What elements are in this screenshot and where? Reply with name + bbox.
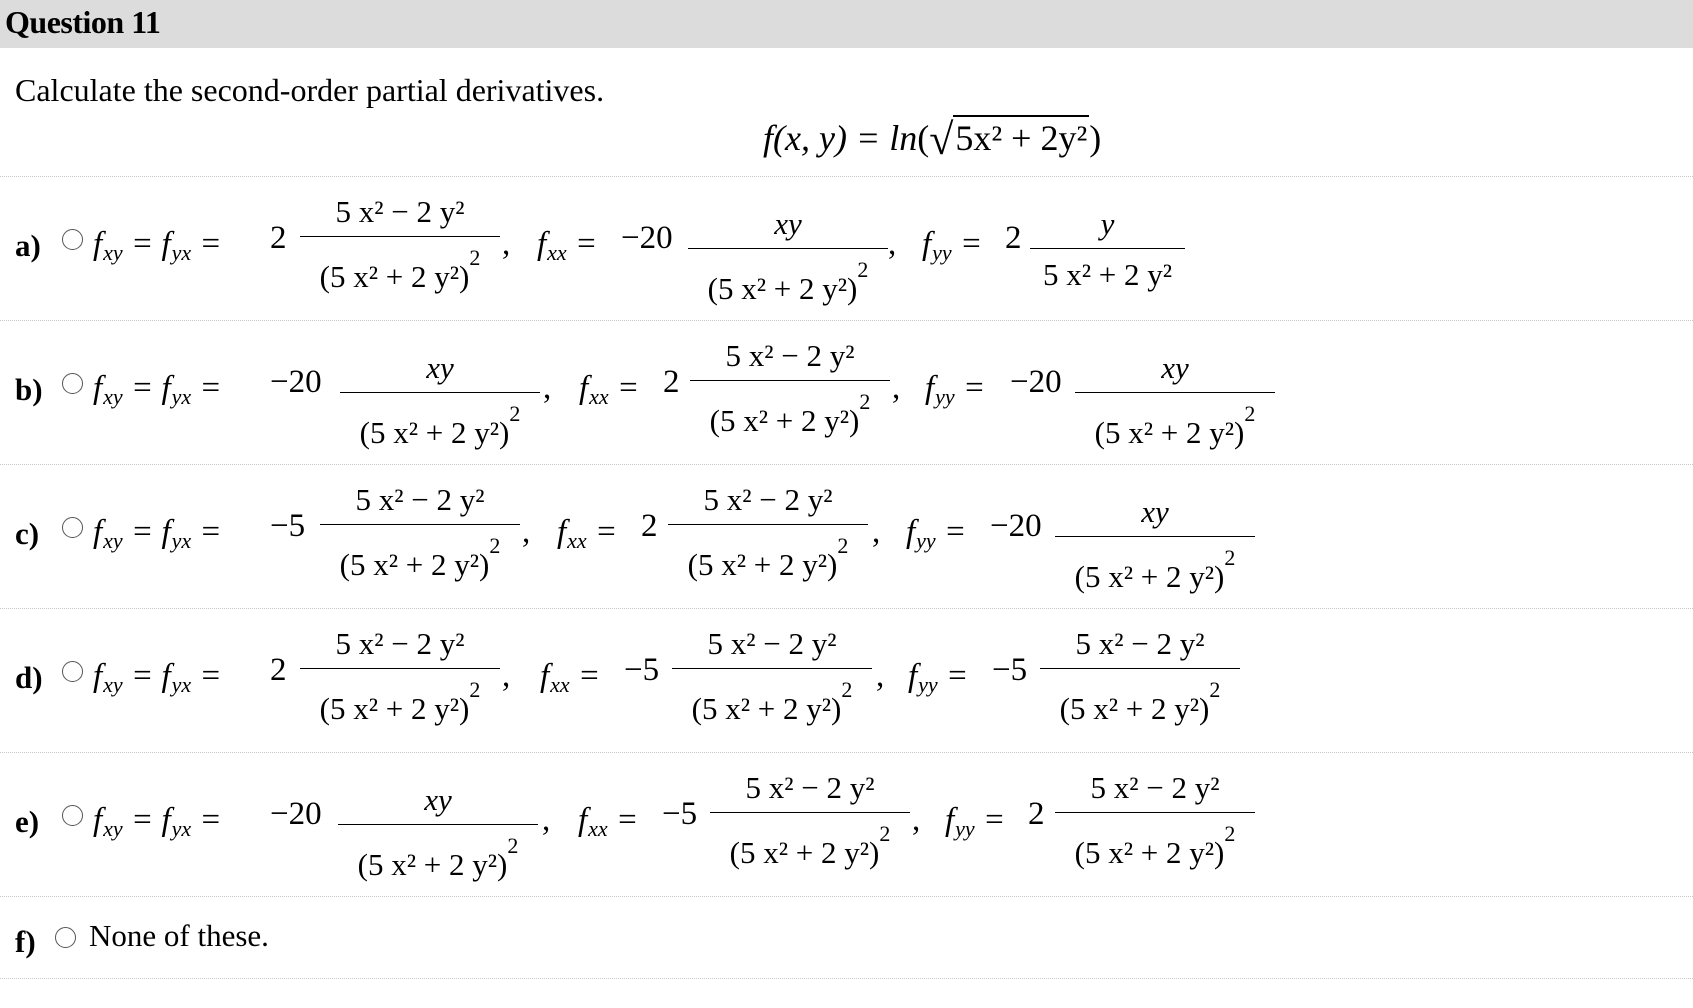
den-exponent: 2: [1224, 821, 1236, 846]
den-exponent: 2: [841, 677, 853, 702]
den-exponent: 2: [1224, 545, 1236, 570]
comma: ,: [543, 370, 552, 406]
fraction-numerator: 5 x² − 2 y²: [703, 482, 833, 517]
option-d-radio[interactable]: [62, 661, 83, 682]
den-base: (5 x² + 2 y²): [1074, 559, 1225, 594]
option-f-radio[interactable]: [55, 927, 76, 948]
fraction-numerator: xy: [1161, 350, 1189, 385]
option-d-label: d): [15, 660, 43, 695]
fraction-numerator: y: [1100, 206, 1115, 241]
fraction-denominator: [340, 393, 540, 448]
option-d-fxy-coef: 2: [270, 652, 287, 688]
option-a-fxy-coef: 2: [270, 220, 287, 256]
den-base: (5 x² + 2 y²): [1094, 415, 1245, 450]
option-b-fyy-coef: −20: [1010, 364, 1062, 400]
option-a-radio[interactable]: [62, 229, 83, 250]
question-title: Question 11: [5, 4, 161, 40]
option-b-fxy-label: $f_{xy} = f_{yx}$ =: [93, 370, 222, 409]
option-c-radio[interactable]: [62, 517, 83, 538]
option-d-fxy-fraction: [300, 628, 500, 724]
den-base: (5 x² + 2 y²): [1074, 835, 1225, 870]
fraction-numerator: 5 x² − 2 y²: [335, 626, 465, 661]
option-a-fyy-coef: 2: [1005, 220, 1022, 256]
den-exponent: 2: [469, 677, 481, 702]
question-prompt: Calculate the second-order partial derivatives.: [15, 72, 605, 108]
fraction-denominator: [1040, 669, 1240, 724]
den-base: (5 x² + 2 y²): [339, 547, 490, 582]
den-exponent: 2: [1244, 401, 1256, 426]
den-base: (5 x² + 2 y²): [687, 547, 838, 582]
option-f-text: None of these.: [89, 918, 269, 953]
comma: ,: [892, 370, 901, 406]
option-c-fyy-fraction: [1055, 496, 1255, 592]
option-a-fxx-coef: −20: [621, 220, 673, 256]
option-e-label: e): [15, 804, 40, 839]
den-base: (5 x² + 2 y²): [707, 271, 858, 306]
given-function-radicand: 5x² + 2y²: [953, 115, 1089, 159]
den-exponent: 2: [489, 533, 501, 558]
den-exponent: 2: [469, 245, 481, 270]
comma: ,: [522, 514, 531, 550]
option-d-fxx-fraction: [672, 628, 872, 724]
fraction-numerator: 5 x² − 2 y²: [745, 770, 875, 805]
option-c-fxy-coef: −5: [270, 508, 306, 544]
option-e-fxx-fraction: [710, 772, 910, 868]
separator: [0, 464, 1693, 465]
fraction-numerator: xy: [1141, 494, 1169, 529]
den-exponent: 2: [879, 821, 891, 846]
option-e-fxx-coef: −5: [662, 796, 698, 832]
option-b-label: b): [15, 372, 43, 407]
separator: [0, 176, 1693, 177]
fraction-denominator: [338, 825, 538, 880]
separator: [0, 320, 1693, 321]
given-function: [763, 110, 1102, 164]
comma: ,: [872, 514, 881, 550]
comma: ,: [876, 658, 885, 694]
option-c-fxx-coef: 2: [641, 508, 658, 544]
option-e-fxy-label: $f_{xy} = f_{yx}$ =: [93, 802, 222, 841]
separator: [0, 896, 1693, 897]
fraction-denominator: [672, 669, 872, 724]
comma: ,: [502, 658, 511, 694]
option-a-fxy-fraction: [300, 196, 500, 292]
question-header: [0, 0, 1693, 48]
den-base: (5 x² + 2 y²): [1059, 691, 1210, 726]
separator: [0, 608, 1693, 609]
option-e-fyy-label: $f_{yy}$ =: [945, 802, 1006, 841]
option-c-fyy-label: $f_{yy}$ =: [906, 514, 967, 553]
fraction-denominator: [320, 525, 520, 580]
option-b-fyy-fraction: [1075, 352, 1275, 448]
fraction-denominator: 5 x² + 2 y²: [1042, 257, 1173, 292]
option-f-label: f): [15, 924, 36, 959]
option-a-fxx-fraction: [688, 208, 888, 304]
option-e-fxx-label: $f_{xx}$ =: [578, 802, 639, 841]
option-a-fyy-label: $f_{yy}$ =: [922, 226, 983, 265]
option-b-fxx-fraction: [690, 340, 890, 436]
option-d-fxx-label: $f_{xx}$ =: [540, 658, 601, 697]
fraction-denominator: [1055, 537, 1255, 592]
fraction-denominator: [710, 813, 910, 868]
sqrt-expression: (√5x² + 2y²): [917, 115, 1102, 164]
fraction-denominator: [690, 381, 890, 436]
den-exponent: 2: [1209, 677, 1221, 702]
den-base: (5 x² + 2 y²): [729, 835, 880, 870]
den-exponent: 2: [509, 401, 521, 426]
fraction-numerator: xy: [426, 350, 454, 385]
option-d-fyy-coef: −5: [992, 652, 1028, 688]
den-exponent: 2: [507, 833, 519, 858]
den-base: (5 x² + 2 y²): [319, 691, 470, 726]
option-a-fyy-fraction: [1030, 208, 1185, 290]
option-d-fxy-label: $f_{xy} = f_{yx}$ =: [93, 658, 222, 697]
option-e-fyy-fraction: [1055, 772, 1255, 868]
option-e-fxy-coef: −20: [270, 796, 322, 832]
fraction-numerator: 5 x² − 2 y²: [1075, 626, 1205, 661]
fraction-numerator: 5 x² − 2 y²: [335, 194, 465, 229]
option-e-fxy-fraction: [338, 784, 538, 880]
option-c-fxy-label: $f_{xy} = f_{yx}$ =: [93, 514, 222, 553]
option-a-fxx-label: $f_{xx}$ =: [537, 226, 598, 265]
option-a-fxy-label: $f_{xy} = f_{yx}$ =: [93, 226, 222, 265]
option-a-label: a): [15, 228, 41, 263]
fraction-denominator: [300, 237, 500, 292]
den-exponent: 2: [857, 257, 869, 282]
option-c-fxy-fraction: [320, 484, 520, 580]
option-b-fxy-fraction: [340, 352, 540, 448]
option-e-fyy-coef: 2: [1028, 796, 1045, 832]
fraction-denominator: [668, 525, 868, 580]
den-exponent: 2: [859, 389, 871, 414]
comma: ,: [888, 226, 897, 262]
option-b-fyy-label: $f_{yy}$ =: [925, 370, 986, 409]
option-b-fxy-coef: −20: [270, 364, 322, 400]
fraction-denominator: [1075, 393, 1275, 448]
fraction-numerator: xy: [774, 206, 802, 241]
fraction-denominator: [688, 249, 888, 304]
option-d-fyy-label: $f_{yy}$ =: [908, 658, 969, 697]
comma: ,: [542, 802, 551, 838]
comma: ,: [912, 802, 921, 838]
sqrt-icon: √: [929, 115, 954, 164]
den-base: (5 x² + 2 y²): [691, 691, 842, 726]
option-b-fxx-label: $f_{xx}$ =: [579, 370, 640, 409]
den-base: (5 x² + 2 y²): [359, 415, 510, 450]
option-e-radio[interactable]: [62, 805, 83, 826]
comma: ,: [502, 226, 511, 262]
den-exponent: 2: [837, 533, 849, 558]
fraction-numerator: xy: [424, 782, 452, 817]
option-b-fxx-coef: 2: [663, 364, 680, 400]
given-function-lhs: f(x, y) = ln: [763, 118, 918, 158]
separator: [0, 752, 1693, 753]
option-d-fyy-fraction: [1040, 628, 1240, 724]
fraction-numerator: 5 x² − 2 y²: [1090, 770, 1220, 805]
fraction-denominator: [1055, 813, 1255, 868]
den-base: (5 x² + 2 y²): [319, 259, 470, 294]
fraction-numerator: 5 x² − 2 y²: [707, 626, 837, 661]
den-base: (5 x² + 2 y²): [709, 403, 860, 438]
option-c-fyy-coef: −20: [990, 508, 1042, 544]
option-c-fxx-label: $f_{xx}$ =: [557, 514, 618, 553]
separator: [0, 978, 1693, 979]
option-b-radio[interactable]: [62, 373, 83, 394]
den-base: (5 x² + 2 y²): [357, 847, 508, 882]
fraction-numerator: 5 x² − 2 y²: [355, 482, 485, 517]
fraction-numerator: 5 x² − 2 y²: [725, 338, 855, 373]
fraction-denominator: [300, 669, 500, 724]
option-d-fxx-coef: −5: [624, 652, 660, 688]
option-c-label: c): [15, 516, 40, 551]
option-c-fxx-fraction: [668, 484, 868, 580]
